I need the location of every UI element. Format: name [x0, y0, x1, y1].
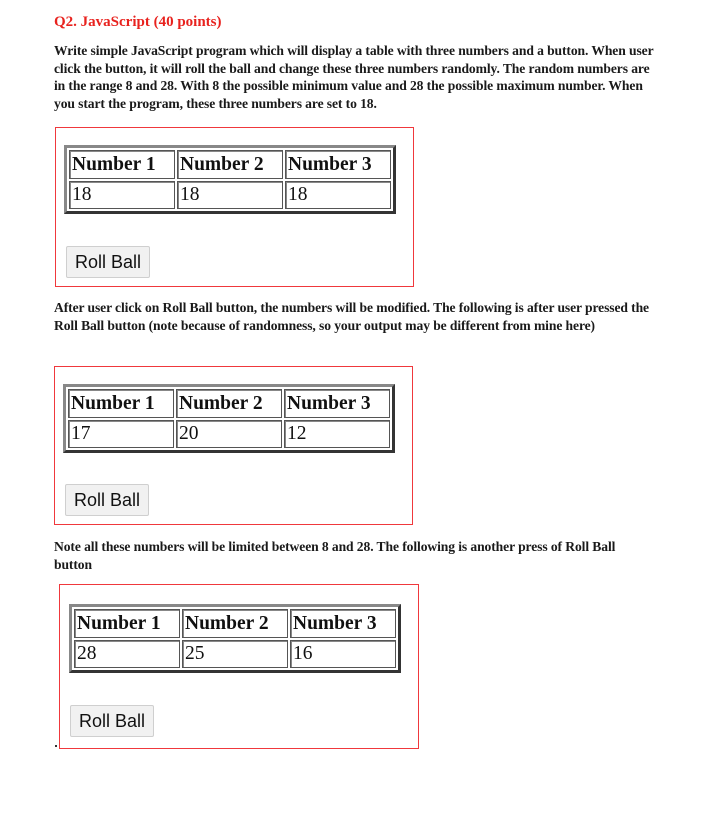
value-number-2: 20: [176, 420, 282, 448]
example-initial-state: [55, 127, 414, 287]
header-number-1: Number 1: [74, 609, 180, 638]
intro-paragraph: Write simple JavaScript program which will display a table with three numbers and a button. When user click the button, it will roll the ball and change these three numbers randomly. The random numbers are in the range 8 and 28. With 8 the possible minimum value and 28 the possible maximum number. When you start the program, these three numbers are set to 18.: [54, 43, 654, 111]
header-number-1: Number 1: [68, 389, 174, 418]
roll-ball-button[interactable]: Roll Ball: [70, 705, 154, 737]
values-row: [74, 640, 396, 668]
numbers-table: [63, 384, 395, 453]
header-row: [68, 389, 390, 418]
header-number-2: Number 2: [182, 609, 288, 638]
header-number-1: Number 1: [69, 150, 175, 179]
note-paragraph: Note all these numbers will be limited between 8 and 28. The following is another press of Roll Ball button: [54, 539, 616, 572]
header-number-3: Number 3: [284, 389, 390, 418]
question-title: Q2. JavaScript (40 points): [54, 14, 222, 30]
numbers-table: [69, 604, 401, 673]
value-number-3: 16: [290, 640, 396, 668]
after-click-paragraph: After user click on Roll Ball button, the numbers will be modified. The following is after user pressed the Roll Ball button (note because of randomness, so your output may be different from mine here): [54, 300, 649, 333]
value-number-1: 18: [69, 181, 175, 209]
header-number-3: Number 3: [285, 150, 391, 179]
example-after-second-roll: [59, 584, 419, 749]
header-number-2: Number 2: [177, 150, 283, 179]
values-row: [68, 420, 390, 448]
header-number-2: Number 2: [176, 389, 282, 418]
value-number-3: 12: [284, 420, 390, 448]
roll-ball-button[interactable]: Roll Ball: [65, 484, 149, 516]
value-number-1: 17: [68, 420, 174, 448]
values-row: [69, 181, 391, 209]
value-number-1: 28: [74, 640, 180, 668]
value-number-3: 18: [285, 181, 391, 209]
value-number-2: 18: [177, 181, 283, 209]
numbers-table: [64, 145, 396, 214]
header-number-3: Number 3: [290, 609, 396, 638]
roll-ball-button[interactable]: Roll Ball: [66, 246, 150, 278]
margin-mark: [55, 745, 57, 747]
header-row: [74, 609, 396, 638]
value-number-2: 25: [182, 640, 288, 668]
header-row: [69, 150, 391, 179]
example-after-first-roll: [54, 366, 413, 525]
